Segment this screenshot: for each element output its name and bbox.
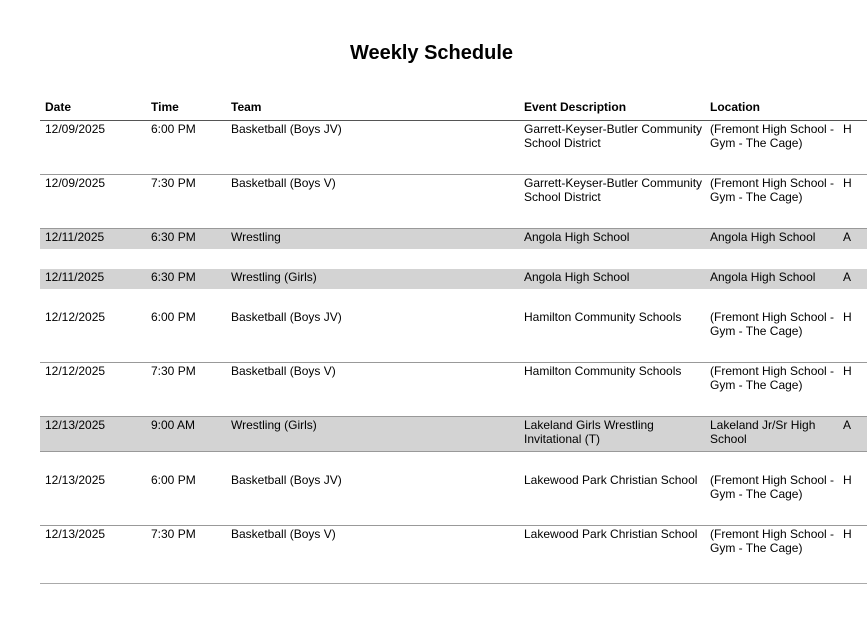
row-spacer [40, 289, 867, 309]
row-location: (Fremont High School - Gym - The Cage) [710, 176, 835, 204]
row-date: 12/12/2025 [45, 310, 106, 324]
row-home-away: A [843, 418, 852, 432]
schedule-table [40, 121, 867, 579]
row-team: Basketball (Boys V) [231, 527, 336, 541]
row-location: (Fremont High School - Gym - The Cage) [710, 527, 835, 555]
row-date: 12/11/2025 [45, 230, 105, 244]
row-home-away: H [843, 527, 852, 541]
row-location: Lakeland Jr/Sr High School [710, 418, 816, 446]
row-team: Basketball (Boys JV) [231, 122, 342, 136]
row-event-description: Garrett-Keyser-Butler Community School District [524, 176, 703, 204]
row-event-description: Lakewood Park Christian School [524, 473, 698, 487]
table-row [40, 269, 867, 289]
row-event-description: Garrett-Keyser-Butler Community School District [524, 122, 703, 150]
table-row [40, 363, 867, 417]
row-date: 12/12/2025 [45, 364, 106, 378]
table-row [40, 417, 867, 452]
row-location: Angola High School [710, 230, 816, 244]
row-event-description: Angola High School [524, 270, 630, 284]
row-date: 12/09/2025 [45, 176, 106, 190]
row-event-description: Lakeland Girls Wrestling Invitational (T) [524, 418, 654, 446]
table-row [40, 526, 867, 579]
table-row [40, 121, 867, 175]
row-date: 12/13/2025 [45, 418, 106, 432]
row-location: (Fremont High School - Gym - The Cage) [710, 473, 835, 501]
column-header-team: Team [231, 100, 262, 114]
table-row [40, 309, 867, 363]
row-event-description: Angola High School [524, 230, 630, 244]
table-row [40, 229, 867, 249]
row-time: 7:30 PM [151, 364, 196, 378]
row-location: (Fremont High School - Gym - The Cage) [710, 364, 835, 392]
column-header-location: Location [710, 100, 760, 114]
row-event-description: Hamilton Community Schools [524, 310, 682, 324]
row-time: 6:30 PM [151, 230, 196, 244]
row-home-away: H [843, 176, 852, 190]
table-row [40, 175, 867, 229]
row-team: Basketball (Boys V) [231, 176, 336, 190]
page-title: Weekly Schedule [349, 42, 514, 64]
row-date: 12/13/2025 [45, 527, 106, 541]
table-row [40, 472, 867, 526]
table-header [40, 99, 867, 121]
row-team: Basketball (Boys JV) [231, 310, 342, 324]
row-team: Basketball (Boys V) [231, 364, 336, 378]
row-home-away: H [843, 473, 852, 487]
row-team: Basketball (Boys JV) [231, 473, 342, 487]
row-time: 6:00 PM [151, 473, 196, 487]
row-time: 7:30 PM [151, 527, 196, 541]
row-event-description: Hamilton Community Schools [524, 364, 682, 378]
row-time: 9:00 AM [151, 418, 196, 432]
row-team: Wrestling [231, 230, 281, 244]
row-home-away: H [843, 310, 852, 324]
row-date: 12/11/2025 [45, 270, 105, 284]
row-home-away: A [843, 270, 852, 284]
row-time: 6:00 PM [151, 122, 196, 136]
row-time: 7:30 PM [151, 176, 196, 190]
row-location: (Fremont High School - Gym - The Cage) [710, 310, 835, 338]
row-date: 12/09/2025 [45, 122, 106, 136]
row-event-description: Lakewood Park Christian School [524, 527, 698, 541]
column-header-event-description: Event Description [524, 100, 627, 114]
row-spacer [40, 249, 867, 269]
row-time: 6:30 PM [151, 270, 196, 284]
row-time: 6:00 PM [151, 310, 196, 324]
row-home-away: H [843, 122, 852, 136]
row-team: Wrestling (Girls) [231, 270, 317, 284]
row-team: Wrestling (Girls) [231, 418, 317, 432]
table-bottom-rule [40, 583, 867, 584]
row-spacer [40, 452, 867, 472]
row-location: Angola High School [710, 270, 816, 284]
row-home-away: H [843, 364, 852, 378]
column-header-time: Time [151, 100, 179, 114]
row-date: 12/13/2025 [45, 473, 106, 487]
column-header-date: Date [45, 100, 72, 114]
row-location: (Fremont High School - Gym - The Cage) [710, 122, 835, 150]
row-home-away: A [843, 230, 852, 244]
